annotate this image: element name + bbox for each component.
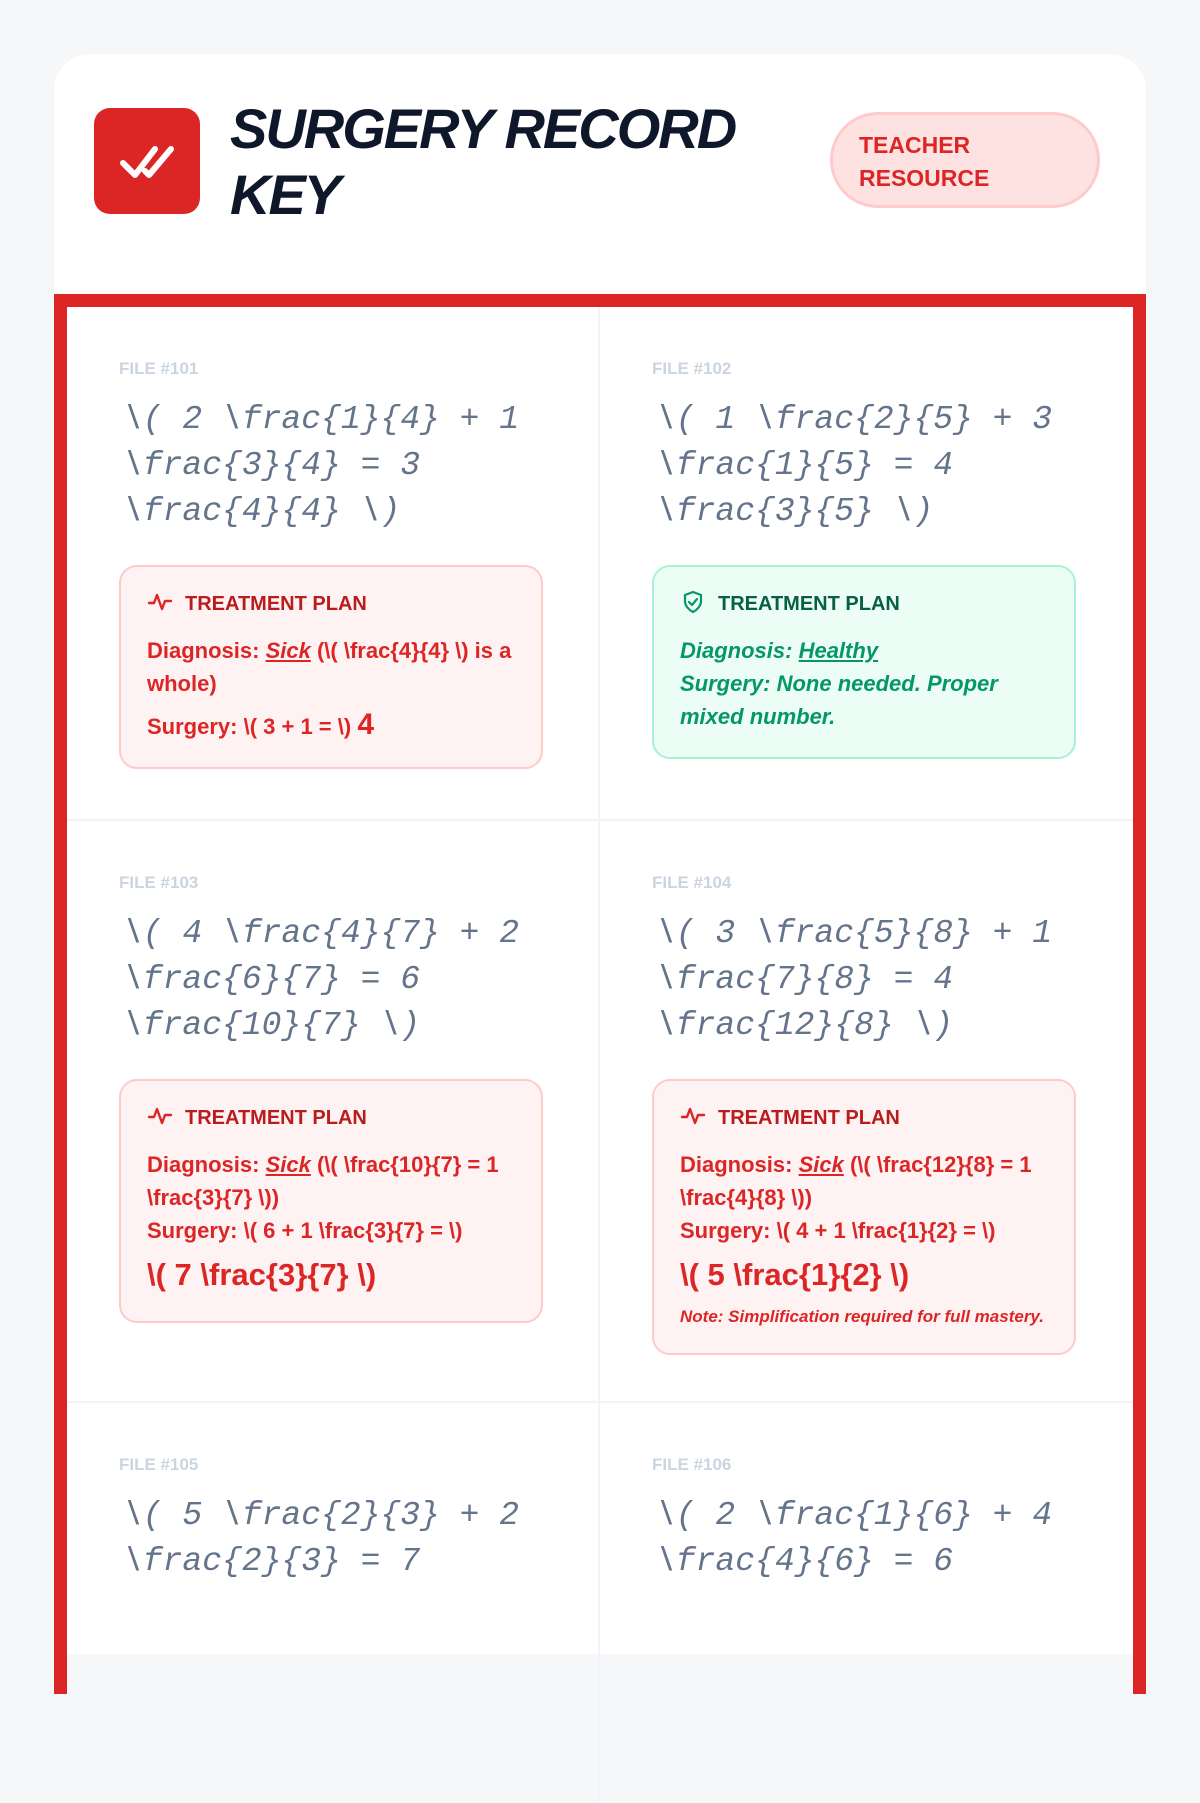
file-label: FILE #103 [119, 873, 199, 892]
final-answer: \( 7 \frac{3}{7} \) [147, 1257, 377, 1292]
plan-label: TREATMENT PLAN [718, 1107, 900, 1129]
diagnosis-line [680, 634, 1048, 667]
surgery-line: Surgery: \( 6 + 1 \frac{3}{7} = \) [147, 1218, 463, 1243]
header [54, 54, 1146, 294]
diagnosis-prefix: Diagnosis: [680, 1152, 799, 1177]
plan-label: TREATMENT PLAN [718, 593, 900, 615]
diagnosis-line [147, 634, 515, 700]
surgery-text: Surgery: \( 3 + 1 = \) [147, 714, 358, 739]
equation: \( 5 \frac{2}{3} + 2 \frac{2}{3} = 7 [123, 1497, 520, 1580]
double-check-icon [94, 108, 200, 214]
diagnosis-detail: (\( \frac{10}{7} = 1 \frac{3}{7} \)) [147, 1152, 499, 1210]
record-cell [67, 821, 600, 1401]
teacher-resource-badge: TEACHER RESOURCE [830, 112, 1100, 208]
file-label: FILE #102 [652, 359, 732, 378]
record-cell [600, 307, 1133, 819]
file-label: FILE #106 [652, 1455, 732, 1474]
equation: \( 4 \frac{4}{7} + 2 \frac{6}{7} = 6 \frac{10}{7} \) [123, 915, 520, 1044]
final-answer: \( 5 \frac{1}{2} \) [680, 1257, 910, 1292]
page-title: SURGERY RECORD KEY [230, 97, 736, 226]
diagnosis-line [147, 1148, 515, 1214]
surgery-answer: 4 [357, 708, 374, 741]
diagnosis-prefix: Diagnosis: [147, 638, 266, 663]
diagnosis-prefix: Diagnosis: [147, 1152, 266, 1177]
diagnosis-line [680, 1148, 1048, 1214]
record-cell [600, 821, 1133, 1401]
records-frame [54, 294, 1146, 1694]
diagnosis-detail: (\( \frac{4}{4} \) is a whole) [147, 638, 512, 696]
file-label: FILE #105 [119, 1455, 199, 1474]
treatment-plan [119, 565, 543, 769]
plan-label: TREATMENT PLAN [185, 1107, 367, 1129]
treatment-plan [652, 565, 1076, 759]
equation: \( 1 \frac{2}{5} + 3 \frac{1}{5} = 4 \frac{3}{5} \) [656, 401, 1053, 530]
diagnosis-word: Sick [265, 1152, 311, 1177]
heartbeat-icon [147, 589, 173, 620]
plan-label: TREATMENT PLAN [185, 593, 367, 615]
treatment-plan [119, 1079, 543, 1323]
record-cell [67, 307, 600, 819]
diagnosis-word: Healthy [798, 638, 879, 663]
equation: \( 3 \frac{5}{8} + 1 \frac{7}{8} = 4 \frac{12}{8} \) [656, 915, 1053, 1044]
shield-check-icon [680, 589, 706, 620]
records-grid [67, 307, 1133, 1803]
surgery-line [147, 708, 515, 743]
equation: \( 2 \frac{1}{4} + 1 \frac{3}{4} = 3 \frac{4}{4} \) [123, 401, 520, 530]
record-cell [600, 1403, 1133, 1803]
treatment-plan [652, 1079, 1076, 1355]
file-label: FILE #101 [119, 359, 199, 378]
simplification-note: Note: Simplification required for full mastery. [680, 1307, 1044, 1326]
diagnosis-prefix: Diagnosis: [680, 638, 799, 663]
key-card [54, 54, 1146, 1654]
heartbeat-icon [680, 1103, 706, 1134]
diagnosis-word: Sick [265, 638, 311, 663]
heartbeat-icon [147, 1103, 173, 1134]
record-cell [67, 1403, 600, 1803]
diagnosis-word: Sick [798, 1152, 844, 1177]
diagnosis-detail: (\( \frac{12}{8} = 1 \frac{4}{8} \)) [680, 1152, 1032, 1210]
file-label: FILE #104 [652, 873, 732, 892]
surgery-line: Surgery: \( 4 + 1 \frac{1}{2} = \) [680, 1218, 996, 1243]
surgery-line: Surgery: None needed. Proper mixed number. [680, 671, 998, 729]
equation: \( 2 \frac{1}{6} + 4 \frac{4}{6} = 6 [656, 1497, 1053, 1580]
